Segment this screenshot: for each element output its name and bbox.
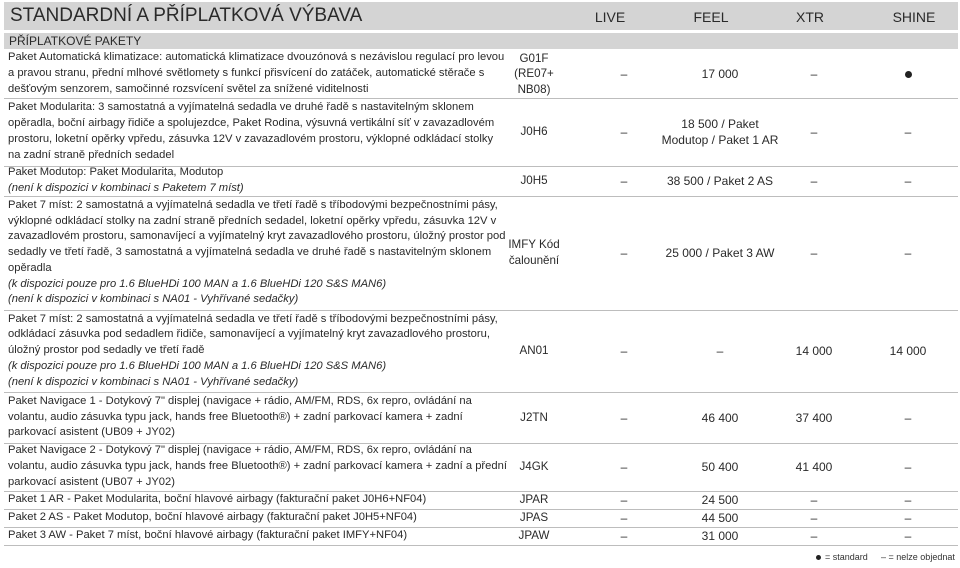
package-note: (není k dispozici v kombinaci s NA01 - Vyhřívané sedačky) <box>8 293 299 306</box>
column-header-live: LIVE <box>594 9 626 25</box>
price-feel: 24 500 <box>701 493 739 507</box>
column-header-feel: FEEL <box>693 9 729 25</box>
price-live: – <box>620 246 628 260</box>
option-code: G01F (RE07+ NB08) <box>514 51 554 96</box>
price-feel: 46 400 <box>701 410 739 425</box>
standard-dot-icon <box>816 555 821 560</box>
price-shine: – <box>904 246 912 260</box>
table-row <box>4 443 958 492</box>
package-description <box>8 527 508 545</box>
column-header-shine: SHINE <box>892 9 936 25</box>
price-feel: 18 500 / Paket Modutop / Paket 1 AR <box>661 117 779 147</box>
package-description <box>8 98 508 166</box>
package-text: Paket 1 AR - Paket Modularita, boční hlavové airbagy (fakturační paket J0H6+NF04) <box>8 493 427 506</box>
package-description <box>8 50 508 98</box>
price-feel: 44 500 <box>701 511 739 525</box>
package-text: Paket 3 AW - Paket 7 míst, boční hlavové airbagy (fakturační paket IMFY+NF04) <box>8 529 408 542</box>
price-shine: – <box>904 174 912 188</box>
table-row <box>4 509 958 528</box>
legend-not-available-label: = nelze objednat <box>888 552 955 562</box>
table-row <box>4 50 958 99</box>
column-header-xtr: XTR <box>796 9 824 25</box>
package-note: (k dispozici pouze pro 1.6 BlueHDi 100 MAN a 1.6 BlueHDi 120 S&S MAN6) <box>8 277 387 290</box>
price-live: – <box>620 460 628 474</box>
price-xtr: – <box>810 529 818 543</box>
price-shine: – <box>904 125 912 139</box>
price-live: – <box>620 67 628 81</box>
option-code: J4GK <box>519 460 549 474</box>
price-xtr: – <box>810 493 818 507</box>
price-xtr: 41 400 <box>795 460 833 474</box>
table-row <box>4 166 958 197</box>
package-text: Paket 2 AS - Paket Modutop, boční hlavové airbagy (fakturační paket J0H5+NF04) <box>8 511 417 524</box>
option-code: JPAW <box>518 529 550 543</box>
price-xtr: – <box>810 246 818 260</box>
price-feel: 38 500 / Paket 2 AS <box>666 174 774 188</box>
package-note: (není k dispozici v kombinaci s NA01 - Vyhřívané sedačky) <box>8 375 299 388</box>
price-shine: – <box>904 493 912 507</box>
price-live: – <box>620 410 628 425</box>
standard-dot-icon <box>905 71 912 78</box>
price-live: – <box>620 125 628 139</box>
section-header <box>4 33 958 49</box>
table-row <box>4 491 958 510</box>
price-xtr: 14 000 <box>795 344 833 358</box>
price-feel: 25 000 / Paket 3 AW <box>665 246 775 260</box>
price-live: – <box>620 511 628 525</box>
table-row <box>4 98 958 167</box>
table-row <box>4 392 958 444</box>
package-text: Paket Navigace 2 - Dotykový 7" displej (navigace + rádio, AM/FM, RDS, 6x repro, ovládání na volantu, audio zásuvka typu jack, hands free Bluetooth®) + zadní parkovací kamera + zadní a přední parkovací asistent (UB07 + JY02) <box>8 444 507 488</box>
package-description <box>8 509 508 527</box>
price-shine: – <box>904 460 912 474</box>
legend-not-available <box>881 552 955 562</box>
package-text: Paket 7 míst: 2 samostatná a vyjímatelná sedadla ve třetí řadě s tříbodovými bezpečnostními pásy, výklopné odkládací stolky na zadní straně předních sedadel, loketní opěrky vpředu, zásuvka 12V v zavazadlovém prostoru, samonavíjecí a vyjímatelný kryt zavazadlového prostoru, úložný prostor pod sedadly ve třetí řadě, 3 samostatná a vyjímatelná sedadla ve druhé řadě s nastavitelným sklonem opěradla <box>8 198 506 274</box>
package-description <box>8 166 508 196</box>
price-shine: – <box>904 529 912 543</box>
price-live: – <box>620 174 628 188</box>
table-row <box>4 527 958 546</box>
option-code: J0H5 <box>520 174 548 188</box>
price-feel: 31 000 <box>701 529 739 543</box>
price-shine <box>848 50 960 98</box>
option-code: J2TN <box>520 410 548 424</box>
price-live: – <box>620 493 628 507</box>
table-row <box>4 310 958 393</box>
package-note: (k dispozici pouze pro 1.6 BlueHDi 100 MAN a 1.6 BlueHDi 120 S&S MAN6) <box>8 359 387 372</box>
option-code: AN01 <box>519 344 549 358</box>
dash-icon: – <box>881 552 887 562</box>
price-feel: 17 000 <box>701 67 739 81</box>
price-xtr: 37 400 <box>795 410 833 425</box>
option-code: J0H6 <box>520 125 548 139</box>
price-xtr: – <box>810 511 818 525</box>
package-note: (není k dispozici v kombinaci s Paketem 7 míst) <box>8 182 244 194</box>
price-xtr: – <box>810 125 818 139</box>
option-code: IMFY Kód čalounění <box>508 238 560 267</box>
legend-standard-label: = standard <box>825 552 868 562</box>
legend-standard <box>816 552 868 562</box>
package-description <box>8 491 508 509</box>
page-title: STANDARDNÍ A PŘÍPLATKOVÁ VÝBAVA <box>10 5 363 26</box>
package-description <box>8 392 508 443</box>
package-text: Paket 7 míst: 2 samostatná a vyjímatelná sedadla ve třetí řadě s tříbodovými bezpečnostními pásy, odkládací zásuvka pod sedadlem řidiče, samonavíjecí a vyjímatelný kryt zavazadlového prostoru, úložný prostor pod sedadly ve třetí řadě <box>8 312 498 357</box>
price-shine: – <box>904 511 912 525</box>
price-shine: – <box>904 410 912 425</box>
package-text: Paket Navigace 1 - Dotykový 7" displej (navigace + rádio, AM/FM, RDS, 6x repro, ovládání na volantu, audio zásuvka typu jack, hands free Bluetooth®) + zadní parkovací kamera + zadní parkovací asistent (UB09 + JY02) <box>8 394 472 439</box>
package-text: Paket Modularita: 3 samostatná a vyjímatelná sedadla ve druhé řadě s nastavitelným sklonem opěradla, boční airbagy řidiče a spolujezdce, Paket Rodina, výsuvná vertikální síť v zavazadlovém prostoru, loketní opěrky vpředu, zásuvka 12V v zavazadlovém prostoru, výklopné odkládací stolky na zadní straně předních sedadel <box>8 101 495 161</box>
price-feel: 50 400 <box>701 460 739 474</box>
section-title: PŘÍPLATKOVÉ PAKETY <box>9 34 142 48</box>
price-shine: 14 000 <box>889 344 927 358</box>
package-text: Paket Modutop: Paket Modularita, Modutop <box>8 166 224 179</box>
price-xtr: – <box>810 174 818 188</box>
package-description <box>8 443 508 491</box>
package-description <box>8 310 508 392</box>
package-description <box>8 196 508 310</box>
table-header <box>4 2 958 30</box>
price-live: – <box>620 529 628 543</box>
table-row <box>4 196 958 311</box>
price-live: – <box>620 344 628 358</box>
package-text: Paket Automatická klimatizace: automatická klimatizace dvouzónová s nezávislou regulací pro levou a pravou stranu, přední mlhové světlomety s funkcí přisvícení do zatáček, automatické stěrače s dešťovým senzorem, samočinné rozsvícení světel za snížené viditelnosti <box>8 51 505 95</box>
option-code: JPAR <box>519 493 549 507</box>
option-code: JPAS <box>519 511 549 525</box>
price-feel: – <box>716 344 724 358</box>
price-xtr: – <box>810 67 818 81</box>
